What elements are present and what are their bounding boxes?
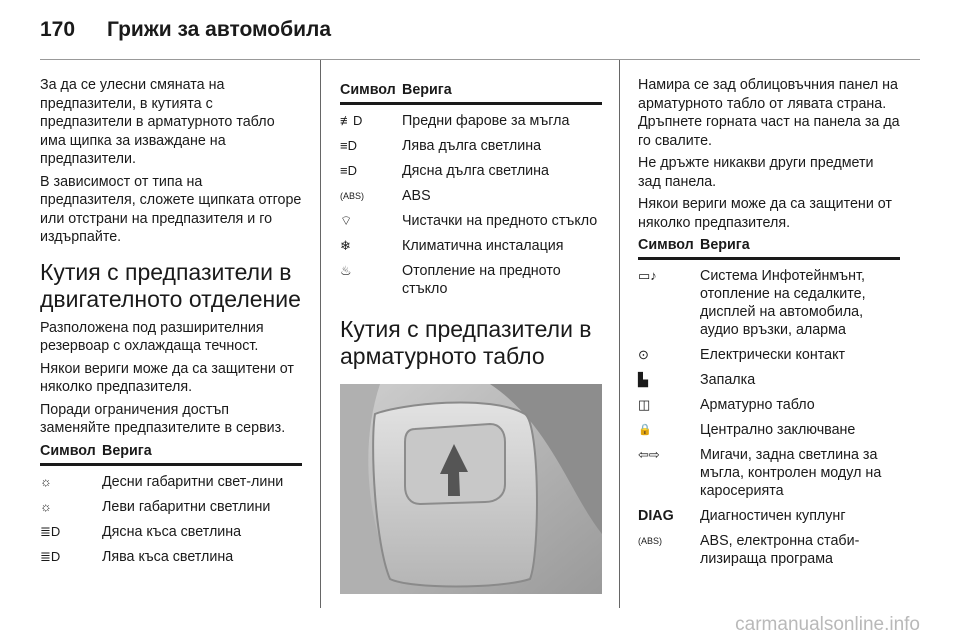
paragraph: Някои вериги може да са защитени от няколко предпазителя. bbox=[638, 196, 892, 231]
table-row bbox=[638, 446, 900, 500]
table-row bbox=[638, 267, 900, 339]
right-low-beam-icon: ≣D bbox=[40, 523, 61, 539]
column-divider-2 bbox=[619, 60, 620, 608]
windscreen-wiper-icon: ⌔ bbox=[340, 213, 353, 228]
section-heading: Кутия с предпазители в арматурното табло bbox=[340, 316, 592, 369]
circuit-column-header: Верига bbox=[700, 237, 750, 253]
climate-control-icon: ❄ bbox=[340, 238, 351, 253]
row-text: Централно заключване bbox=[700, 422, 856, 438]
ignition-icon: ⊙ bbox=[638, 347, 649, 362]
row-text: Предни фарове за мъгла bbox=[402, 113, 570, 129]
watermark: carmanualsonline.info bbox=[735, 614, 920, 635]
right-high-beam-icon: ≡D bbox=[340, 163, 357, 178]
row-text: ABS, електронна стаби-лизираща програма bbox=[700, 533, 860, 567]
row-text: Отопление на предното стъкло bbox=[402, 263, 561, 297]
paragraph: Някои вериги може да са защитени от няколко предпазителя. bbox=[40, 360, 294, 395]
fuse-table-header bbox=[638, 236, 900, 260]
table-row bbox=[638, 532, 900, 568]
abs-esp-icon: (ABS) bbox=[638, 536, 663, 546]
abs-icon: (ABS) bbox=[340, 191, 365, 201]
row-text: Климатична инсталация bbox=[402, 238, 564, 254]
symbol-column-header: Символ bbox=[638, 237, 694, 253]
table-row bbox=[638, 396, 900, 414]
table-row bbox=[638, 507, 900, 525]
fuse-panel-illustration bbox=[340, 384, 602, 594]
table-row bbox=[340, 237, 602, 255]
row-text: Диагностичен куплунг bbox=[700, 508, 846, 524]
right-parking-light-icon: ☼ bbox=[40, 473, 52, 489]
paragraph: Намира се зад облицовъчния панел на арматурното табло от лявата страна. Дръпнете горната част на панела за да го свалите. bbox=[638, 77, 900, 149]
row-text: Леви габаритни светлини bbox=[102, 498, 271, 515]
row-text: Арматурно табло bbox=[700, 397, 815, 413]
ignition-switch-icon: ▙ bbox=[638, 372, 648, 387]
left-parking-light-icon: ☼ bbox=[40, 498, 52, 514]
paragraph: Не дръжте никакви други предмети зад панела. bbox=[638, 155, 874, 190]
table-row bbox=[40, 548, 302, 566]
front-fog-light-icon: ≢D bbox=[340, 113, 363, 128]
instrument-cluster-icon: ◫ bbox=[638, 397, 651, 412]
page-title: Грижи за автомобила bbox=[107, 18, 332, 41]
infotainment-icon: ▭♪ bbox=[638, 268, 657, 283]
table-row bbox=[340, 212, 602, 230]
central-locking-icon: 🔒 bbox=[638, 424, 652, 436]
row-text: Система Инфотейнмънт, отопление на седалките, дисплей на автомобила, аудио връзки, аларма bbox=[700, 268, 866, 338]
symbol-column-header: Символ bbox=[340, 82, 396, 98]
row-text: Запалка bbox=[700, 372, 756, 388]
row-text: ABS bbox=[402, 188, 431, 204]
left-high-beam-icon: ≡D bbox=[340, 138, 357, 153]
diag-label: DIAG bbox=[638, 508, 674, 524]
page-number: 170 bbox=[40, 18, 76, 41]
row-text: Лява къса светлина bbox=[102, 548, 234, 565]
left-low-beam-icon: ≣D bbox=[40, 548, 61, 564]
symbol-column-header: Символ bbox=[40, 442, 96, 459]
page-header bbox=[40, 18, 331, 48]
table-row bbox=[340, 162, 602, 180]
circuit-column-header: Верига bbox=[402, 82, 452, 98]
table-row bbox=[340, 262, 602, 298]
column-2 bbox=[340, 76, 602, 594]
table-row bbox=[40, 523, 302, 541]
windscreen-heating-icon: ♨ bbox=[340, 263, 352, 278]
row-text: Чистачки на предното стъкло bbox=[402, 213, 598, 229]
column-3 bbox=[638, 76, 900, 568]
table-row bbox=[340, 187, 602, 205]
table-row bbox=[638, 346, 900, 364]
table-row bbox=[340, 112, 602, 130]
row-text: Мигачи, задна светлина за мъгла, контролен модул на каросерията bbox=[700, 447, 882, 499]
fuse-table-header bbox=[340, 81, 602, 105]
table-row bbox=[40, 498, 302, 516]
table-row bbox=[638, 421, 900, 439]
paragraph: В зависимост от типа на предпазителя, сложете щипката отгоре или отстрани на предпазителя и го издърпайте. bbox=[40, 173, 302, 245]
header-divider bbox=[40, 59, 920, 60]
paragraph: Разположена под разширителния резервоар с охлаждаща течност. bbox=[40, 319, 264, 354]
paragraph: За да се улесни смяната на предпазители, в кутията с предпазители в арматурното табло има щипка за изваждане на предпазители. bbox=[40, 77, 275, 167]
table-row bbox=[340, 137, 602, 155]
row-text: Електрически контакт bbox=[700, 347, 846, 363]
fuse-panel-photo bbox=[340, 384, 602, 594]
column-1 bbox=[40, 76, 302, 566]
turn-signal-icon: ⇦⇨ bbox=[638, 447, 660, 462]
circuit-column-header: Верига bbox=[102, 442, 152, 459]
section-heading: Кутия с предпазители в двигателното отделение bbox=[40, 258, 301, 312]
table-row bbox=[638, 371, 900, 389]
paragraph: Поради ограничения достъп заменяйте предпазителите в сервиз. bbox=[40, 401, 286, 436]
row-text: Дясна дълга светлина bbox=[402, 163, 549, 179]
row-text: Лява дълга светлина bbox=[402, 138, 542, 154]
table-row bbox=[40, 473, 302, 491]
fuse-table-header bbox=[40, 442, 302, 466]
row-text: Десни габаритни свет-лини bbox=[102, 473, 284, 490]
column-divider-1 bbox=[320, 60, 321, 608]
row-text: Дясна къса светлина bbox=[102, 523, 242, 540]
